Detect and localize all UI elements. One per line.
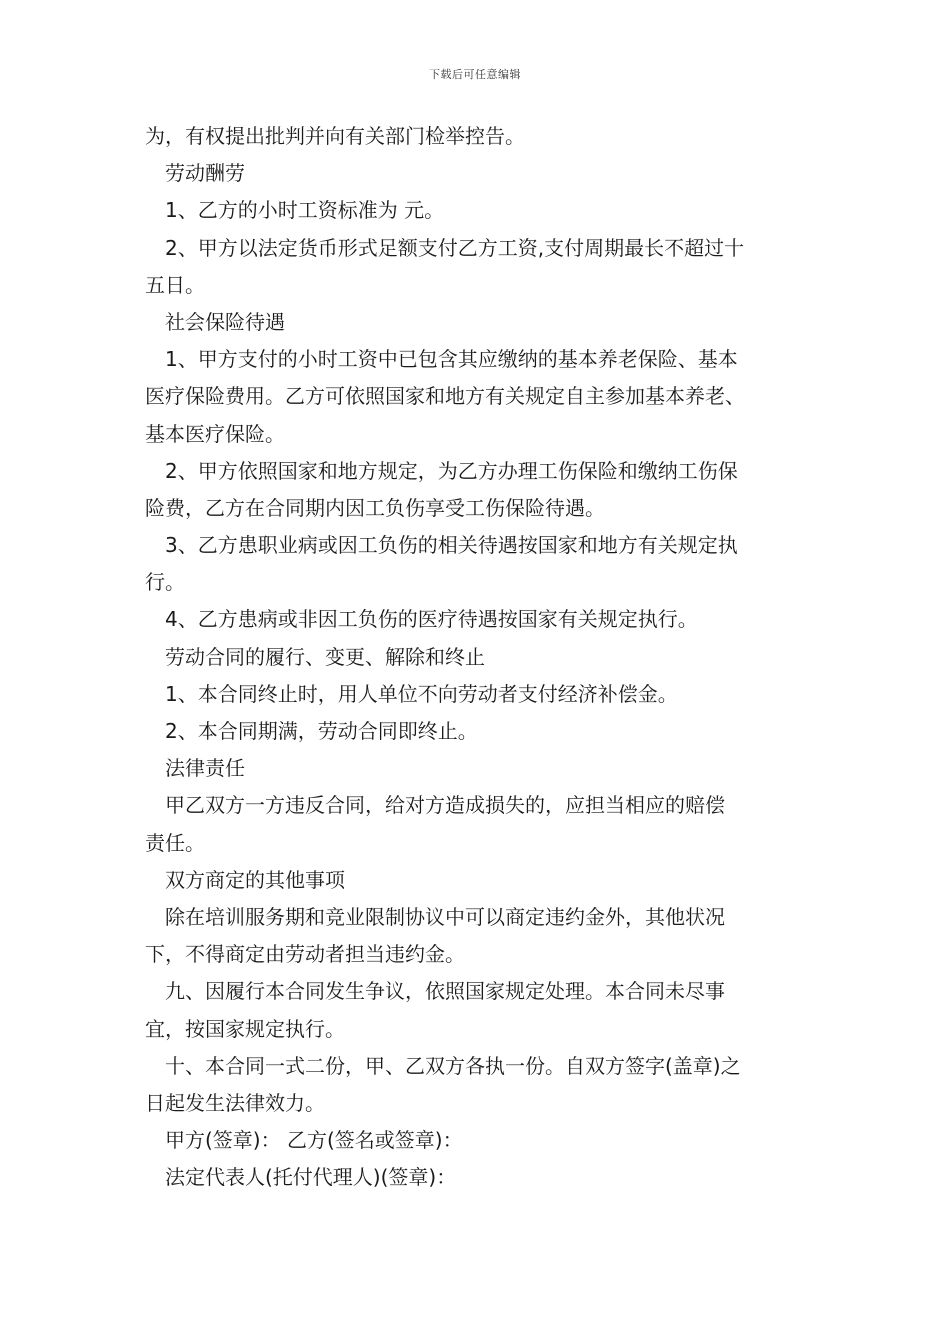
document-line: 下，不得商定由劳动者担当违约金。 xyxy=(145,942,465,967)
document-line: 险费，乙方在合同期内因工负伤享受工伤保险待遇。 xyxy=(145,495,605,520)
document-line: 甲方(签章)： 乙方(签名或签章)： xyxy=(165,1128,463,1153)
page-header-note: 下载后可任意编辑 xyxy=(429,68,521,81)
document-line: 九、因履行本合同发生争议，依照国家规定处理。本合同未尽事 xyxy=(165,979,725,1004)
document-line: 除在培训服务期和竞业限制协议中可以商定违约金外，其他状况 xyxy=(165,904,725,929)
document-line: 宜，按国家规定执行。 xyxy=(145,1016,345,1041)
document-line: 双方商定的其他事项 xyxy=(165,867,345,892)
document-line: 1、本合同终止时，用人单位不向劳动者支付经济补偿金。 xyxy=(165,681,678,706)
document-line: 行。 xyxy=(145,570,185,595)
document-body xyxy=(145,118,820,1196)
document-line: 法律责任 xyxy=(165,756,245,781)
document-line: 医疗保险费用。乙方可依照国家和地方有关规定自主参加基本养老、 xyxy=(145,384,745,409)
document-line: 社会保险待遇 xyxy=(165,309,285,334)
document-line: 甲乙双方一方违反合同，给对方造成损失的，应担当相应的赔偿 xyxy=(165,793,725,818)
document-line: 基本医疗保险。 xyxy=(145,421,285,446)
document-line: 法定代表人(托付代理人)(签章)： xyxy=(165,1165,457,1190)
document-line: 责任。 xyxy=(145,830,205,855)
document-line: 2、甲方以法定货币形式足额支付乙方工资,支付周期最长不超过十 xyxy=(165,235,745,260)
document-line: 1、甲方支付的小时工资中已包含其应缴纳的基本养老保险、基本 xyxy=(165,347,738,372)
document-line: 五日。 xyxy=(145,272,205,297)
document-line: 2、甲方依照国家和地方规定，为乙方办理工伤保险和缴纳工伤保 xyxy=(165,458,738,483)
document-line: 3、乙方患职业病或因工负伤的相关待遇按国家和地方有关规定执 xyxy=(165,533,738,558)
document-line: 2、本合同期满，劳动合同即终止。 xyxy=(165,719,478,743)
document-line: 十、本合同一式二份，甲、乙双方各执一份。自双方签字(盖章)之 xyxy=(165,1053,741,1078)
document-line: 劳动酬劳 xyxy=(165,161,245,186)
document-line: 1、乙方的小时工资标准为 元。 xyxy=(165,198,445,223)
document-line: 日起发生法律效力。 xyxy=(145,1090,325,1115)
document-line: 劳动合同的履行、变更、解除和终止 xyxy=(165,644,485,669)
document-line: 为，有权提出批判并向有关部门检举控告。 xyxy=(145,124,525,148)
document-line: 4、乙方患病或非因工负伤的医疗待遇按国家有关规定执行。 xyxy=(165,607,698,632)
